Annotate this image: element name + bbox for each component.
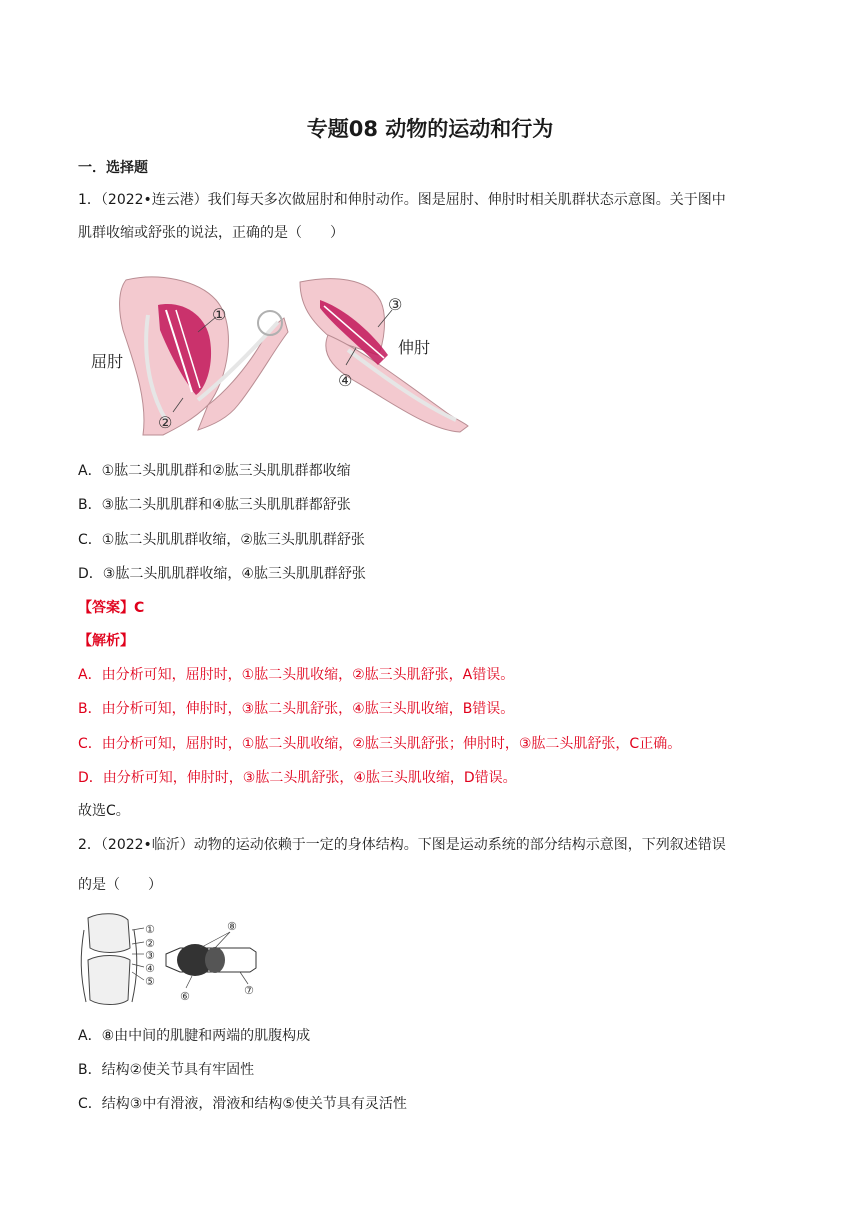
q1-analysis-b: B．由分析可知，伸肘时，③肱二头肌舒张，④肱三头肌收缩，B错误。 (78, 701, 515, 717)
page-title: 专题08 动物的运动和行为 (306, 117, 554, 141)
marker-3: ③ (388, 295, 403, 314)
arm-muscle-figure (88, 270, 472, 436)
marker-1: ① (145, 923, 155, 936)
q1-option-c: C．①肱二头肌肌群收缩，②肱三头肌肌群舒张 (78, 532, 365, 548)
q2-stem-line2: 的是（ ） (78, 877, 162, 893)
marker-1: ① (212, 305, 227, 324)
q1-option-d: D．③肱二头肌肌群收缩，④肱三头肌肌群舒张 (78, 566, 366, 582)
q2-stem-line1: 2．（2022•临沂）动物的运动依赖于一定的身体结构。下图是运动系统的部分结构示意图，下列叙述错误 (78, 837, 726, 853)
marker-3: ③ (145, 949, 155, 962)
marker-2: ② (158, 413, 173, 432)
marker-6: ⑥ (180, 990, 190, 1003)
q1-stem-line2: 肌群收缩或舒张的说法，正确的是（ ） (78, 225, 344, 241)
q1-option-b: B．③肱二头肌肌群和④肱三头肌肌群都舒张 (78, 497, 351, 513)
q2-option-b: B．结构②使关节具有牢固性 (78, 1062, 255, 1078)
q1-answer: 【答案】C (78, 600, 145, 616)
q1-conclusion: 故选C。 (78, 803, 130, 819)
q1-analysis-d: D．由分析可知，伸肘时，③肱二头肌舒张，④肱三头肌收缩，D错误。 (78, 770, 517, 786)
marker-7: ⑦ (244, 984, 254, 997)
marker-4: ④ (145, 962, 155, 975)
marker-8: ⑧ (227, 920, 237, 933)
q1-analysis-a: A．由分析可知，屈肘时，①肱二头肌收缩，②肱三头肌舒张，A错误。 (78, 667, 515, 683)
q2-option-a: A．⑧由中间的肌腱和两端的肌腹构成 (78, 1028, 311, 1044)
flexed-arm-drawing (120, 277, 288, 435)
marker-4: ④ (338, 371, 353, 390)
q1-option-a: A．①肱二头肌肌群和②肱三头肌肌群都收缩 (78, 463, 351, 479)
label-ext: 伸肘 (398, 338, 431, 357)
marker-5: ⑤ (145, 975, 155, 988)
marker-2: ② (145, 937, 155, 950)
label-flex: 屈肘 (91, 352, 124, 371)
extended-arm-drawing (300, 279, 468, 432)
q1-analysis-label: 【解析】 (78, 633, 134, 649)
q1-analysis-c: C．由分析可知，屈肘时，①肱二头肌收缩，②肱三头肌舒张；伸肘时，③肱二头肌舒张，C正确。 (78, 736, 682, 752)
section-heading: 一．选择题 (78, 160, 148, 176)
joint-figure (80, 910, 270, 1010)
q2-option-c: C．结构③中有滑液，滑液和结构⑤使关节具有灵活性 (78, 1096, 407, 1112)
q1-stem-line1: 1．（2022•连云港）我们每天多次做屈肘和伸肘动作。图是屈肘、伸肘时相关肌群状态示意图。关于图中 (78, 192, 726, 208)
